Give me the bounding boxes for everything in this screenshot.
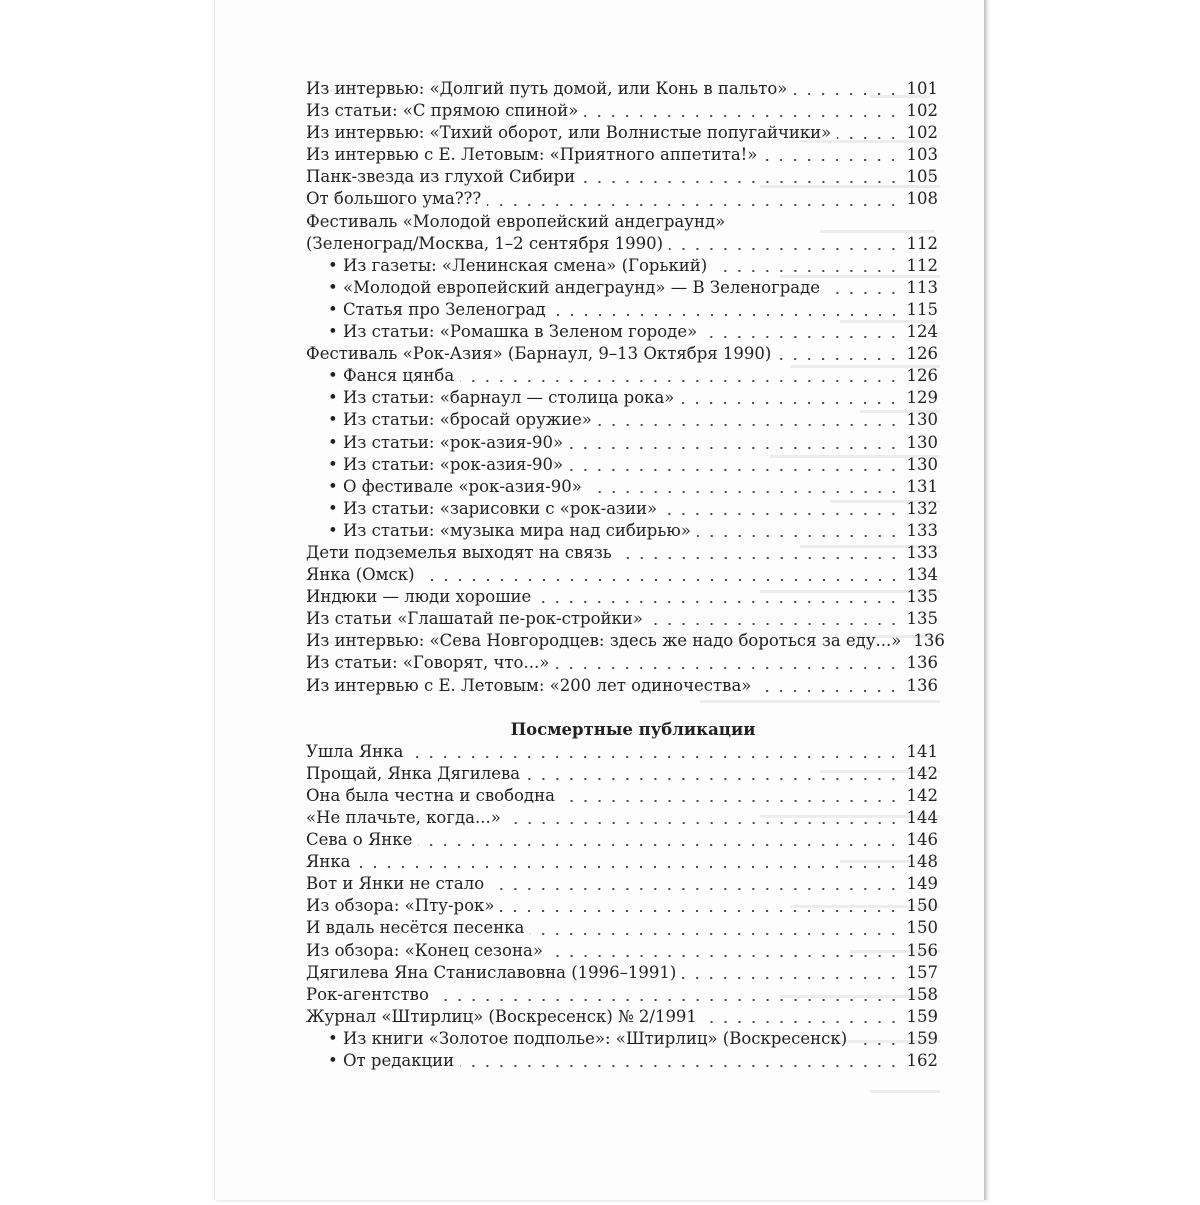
toc-entry-title: • Фанся цянба [328,366,455,386]
toc-entry-title: Вот и Янки не стало [306,874,485,894]
toc-entry-page-number: 157 [906,962,938,982]
toc-entry-title: • Из статьи: «рок-азия-90» [328,454,564,474]
dot-leader [569,447,900,449]
toc-entry-title: • «Молодой европейский андеграунд» — В Зеленограде [328,277,821,297]
toc-entry-page-number: 130 [906,432,938,452]
toc-entry-title: Прощай, Янка Дягилева [306,763,521,783]
toc-entry [306,608,938,630]
toc-entry-page-number: 108 [906,189,938,209]
toc-entry-page-number: 103 [906,145,938,165]
toc-entry-page-number: 150 [906,918,938,938]
dot-leader [703,336,900,338]
dot-leader [460,380,900,382]
toc-entry-title: Из статьи: «Говорят, что...» [306,653,550,673]
toc-entry-page-number: 149 [906,874,938,894]
toc-entry-title: • Статья про Зеленоград [328,299,546,319]
toc-entry [306,630,945,652]
dot-leader [526,778,900,780]
dot-leader [853,1043,900,1045]
toc-entry-page-number: 162 [906,1051,938,1071]
section-gap [306,697,938,719]
toc-entry [306,785,938,807]
toc-entry [306,873,938,895]
dot-leader [500,910,900,912]
toc-entry-page-number: 148 [906,852,938,872]
toc-entry [306,586,938,608]
dot-leader [713,270,900,272]
dot-leader [552,314,901,316]
dot-leader [356,866,900,868]
toc-entry-page-number: 158 [906,984,938,1004]
toc-entry-title: Дети подземелья выходят на связь [306,542,612,562]
dot-leader [490,888,900,890]
toc-entry [306,78,938,100]
toc-entry-page-number: 136 [906,675,938,695]
toc-entry [306,962,938,984]
toc-entry-page-number: 126 [906,344,938,364]
toc-part-2 [306,741,938,1072]
dot-leader [598,424,901,426]
toc-entry [306,365,938,387]
dot-leader [826,292,900,294]
toc-entry-title: Журнал «Штирлиц» (Воскресенск) № 2/1991 [306,1006,697,1026]
toc-entry [306,807,938,829]
toc-entry [306,343,938,365]
toc-entry-page-number: 132 [906,498,938,518]
toc-entry-title: Фестиваль «Молодой европейский андеграунд» [306,211,726,231]
toc-entry-page-number: 159 [906,1028,938,1048]
toc-entry-title: Янка (Омск) [306,565,415,585]
dot-leader [421,579,901,581]
toc-entry-title: Из интервью: «Сева Новгородцев: здесь же надо бороться за еду...» [306,631,902,651]
toc-entry [306,652,938,674]
dot-leader [561,800,901,802]
toc-entry-title: • Из статьи: «музыка мира над сибирью» [328,520,691,540]
toc-entry-title: Из обзора: «Конец сезона» [306,940,543,960]
toc-entry-title: • Из статьи: «барнаул — столица рока» [328,388,675,408]
toc-entry [306,432,938,454]
toc-entry-title: Из статьи «Глашатай пе-рок-стройки» [306,609,643,629]
dot-leader [581,181,900,183]
toc-entry-page-number: 156 [906,940,938,960]
toc-entry [306,763,938,785]
toc-entry-title: Индюки — люди хорошие [306,587,532,607]
toc-entry-title: Из обзора: «Пту-рок» [306,896,495,916]
toc-entry [306,1006,938,1028]
toc-entry [306,100,938,122]
toc-entry [306,255,938,277]
toc-entry-page-number: 112 [906,255,938,275]
toc-entry [306,1028,938,1050]
toc-entry [306,498,938,520]
toc-entry [306,321,938,343]
page-edge-shadow [984,0,988,1200]
toc-entry-title: Сева о Янке [306,830,413,850]
toc-entry [306,409,938,431]
toc-entry-title: И вдаль несётся песенка [306,918,525,938]
toc-entry-page-number: 146 [906,830,938,850]
toc-entry-title: Янка [306,852,351,872]
toc-entry [306,211,938,233]
toc-entry-page-number: 150 [906,896,938,916]
toc-entry-page-number: 136 [906,653,938,673]
toc-entry [306,188,938,210]
toc-entry [306,454,938,476]
toc-entry [306,387,938,409]
dot-leader [530,933,900,935]
toc-entry-page-number: 133 [906,520,938,540]
dot-leader [549,955,901,957]
toc-entry-page-number: 112 [906,233,938,253]
toc-part-1 [306,78,945,697]
dot-leader [584,115,900,117]
toc-entry-title: (Зеленоград/Москва, 1–2 сентября 1990) [306,233,664,253]
toc-entry-title: • Из книги «Золотое подполье»: «Штирлиц» (Воскресенск) [328,1028,848,1048]
toc-entry-title: • О фестивале «рок-азия-90» [328,476,582,496]
dot-leader [669,248,900,250]
toc-entry-title: • Из статьи: «зарисовки с «рок-азии» [328,498,658,518]
dot-leader [618,557,901,559]
table-of-contents [306,78,945,1072]
toc-entry-title: • Из газеты: «Ленинская смена» (Горький) [328,255,708,275]
section-heading: Посмертные публикации [510,719,756,739]
toc-entry-title: • Из статьи: «рок-азия-90» [328,432,564,452]
dot-leader [418,844,900,846]
toc-entry-title: Из интервью с Е. Летовым: «200 лет одиночества» [306,675,752,695]
toc-entry [306,277,938,299]
dot-leader [663,513,900,515]
toc-entry-page-number: 131 [906,476,938,496]
toc-entry-page-number: 105 [906,167,938,187]
toc-entry [306,895,938,917]
dot-leader [409,756,900,758]
toc-entry-page-number: 124 [906,322,938,342]
toc-entry-title: «Не плачьте, когда...» [306,808,501,827]
toc-entry-title: • Из статьи: «бросай оружие» [328,410,592,430]
toc-entry [306,144,938,166]
toc-entry-title: • От редакции [328,1051,455,1071]
toc-entry-page-number: 136 [913,631,945,651]
toc-entry-title: Из интервью с Е. Летовым: «Приятного аппетита!» [306,145,758,165]
toc-entry-page-number: 135 [906,609,938,629]
dot-leader [435,999,901,1001]
toc-entry-title: Из статьи: «С прямою спиной» [306,101,579,121]
dot-leader [507,822,901,824]
toc-entry-page-number: 133 [906,542,938,562]
dot-leader [649,623,901,625]
dot-leader [487,204,900,206]
toc-entry [306,520,938,542]
dot-leader [763,159,900,161]
toc-entry-title: Рок-агентство [306,984,429,1004]
toc-entry-title: • Из статьи: «Ромашка в Зеленом городе» [328,322,698,342]
toc-entry [306,851,938,873]
dot-leader [703,1021,901,1023]
toc-entry-page-number: 101 [906,79,938,98]
toc-entry [306,829,938,851]
toc-entry-page-number: 129 [906,388,938,408]
toc-entry-title: Из интервью: «Тихий оборот, или Волнистые попугайчики» [306,123,832,143]
toc-entry [306,564,938,586]
dot-leader [697,535,901,537]
toc-entry-title: Она была честна и свободна [306,785,555,805]
dot-leader [460,1065,900,1067]
dot-leader [757,690,900,692]
toc-entry-title: Панк-звезда из глухой Сибири [306,167,576,187]
toc-entry [306,675,938,697]
dot-leader [555,667,900,669]
dot-leader [680,402,900,404]
toc-entry-page-number: 102 [906,101,938,121]
toc-entry [306,299,938,321]
toc-entry [306,940,938,962]
dot-leader [537,601,900,603]
toc-entry [306,542,938,564]
dot-leader [777,358,900,360]
dot-leader [682,977,900,979]
toc-entry-page-number: 141 [906,741,938,761]
toc-entry-page-number: 142 [906,763,938,783]
toc-entry [306,233,938,255]
toc-entry-title: Из интервью: «Долгий путь домой, или Конь в пальто» [306,79,788,98]
toc-entry-page-number: 135 [906,587,938,607]
toc-entry-title: Ушла Янка [306,741,404,761]
toc-entry-page-number: 126 [906,366,938,386]
toc-entry [306,741,938,763]
toc-entry [306,917,938,939]
dot-leader [837,137,900,139]
dot-leader [588,491,901,493]
toc-entry-page-number: 142 [906,785,938,805]
toc-entry-page-number: 115 [906,299,938,319]
toc-entry-title: Фестиваль «Рок-Азия» (Барнаул, 9–13 Октября 1990) [306,344,772,364]
toc-entry-page-number: 159 [906,1006,938,1026]
toc-entry-page-number: 102 [906,123,938,143]
toc-entry [306,122,938,144]
toc-entry-page-number: 130 [906,454,938,474]
toc-entry [306,166,938,188]
toc-entry-title: От большого ума??? [306,189,482,209]
toc-entry [306,984,938,1006]
toc-entry-page-number: 144 [906,808,938,827]
toc-entry-page-number: 134 [906,565,938,585]
toc-entry [306,476,938,498]
toc-entry-page-number: 113 [906,277,938,297]
toc-entry-page-number: 130 [906,410,938,430]
toc-entry-title: Дягилева Яна Станиславовна (1996–1991) [306,962,677,982]
dot-leader [569,469,900,471]
toc-entry [306,1050,938,1072]
dot-leader [793,93,900,95]
